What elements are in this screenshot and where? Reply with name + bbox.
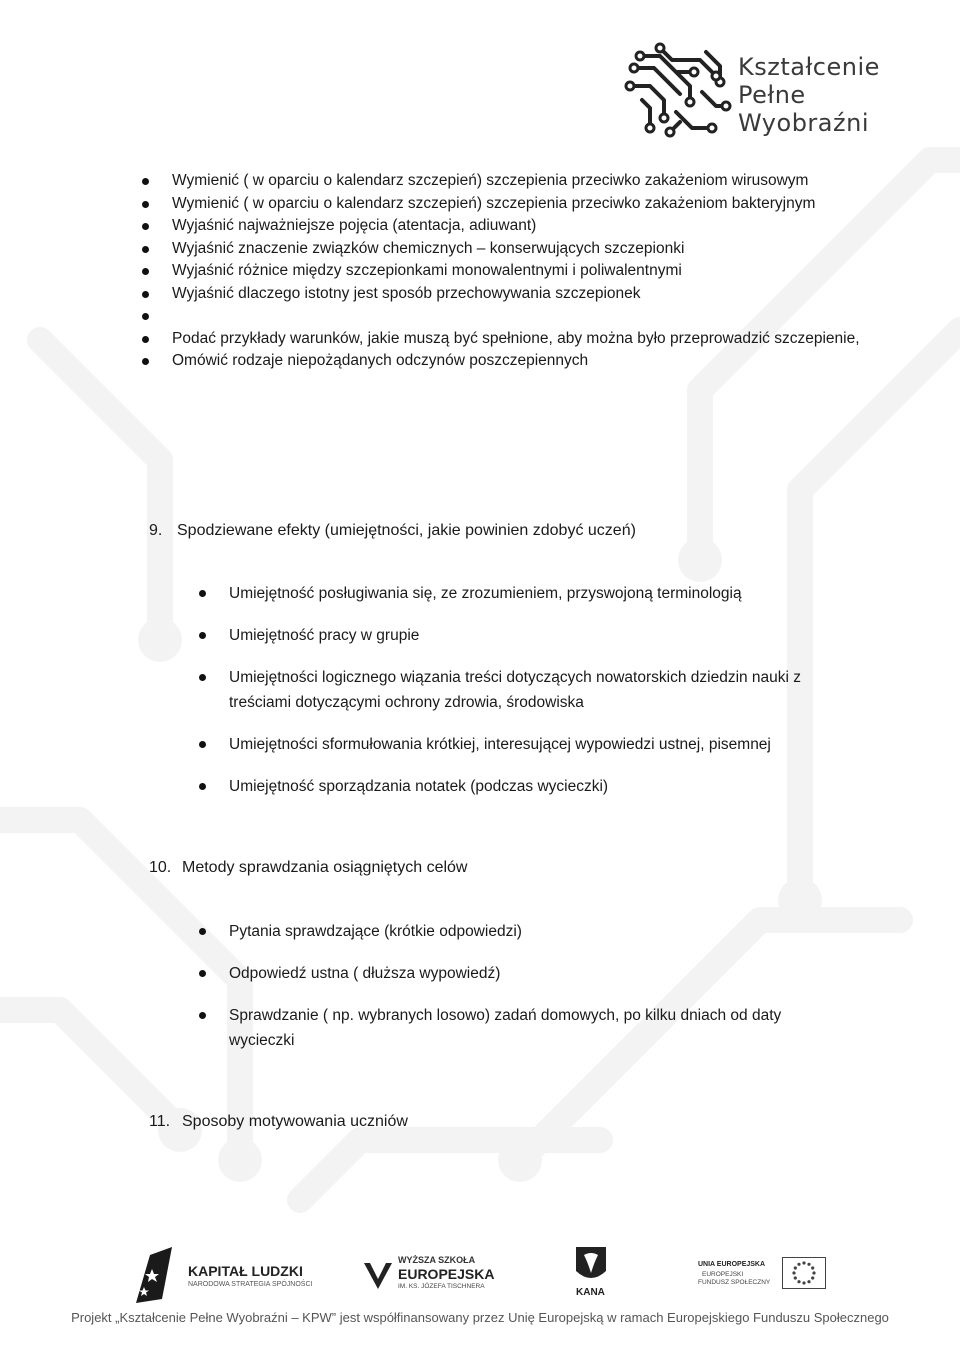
logo-line-1: Kształcenie — [738, 53, 880, 81]
wse-emblem-icon — [362, 1259, 394, 1293]
footer-logos — [120, 1245, 840, 1305]
list-item: Wyjaśnić znaczenie związków chemicznych – konserwujących szczepionki — [172, 238, 872, 261]
eu-line-1: UNIA EUROPEJSKA — [698, 1261, 766, 1268]
section-9-heading — [149, 520, 636, 542]
section-number: 11. — [149, 1113, 171, 1130]
wse-line-3: IM. KS. JÓZEFA TISCHNERA — [398, 1283, 485, 1290]
verification-methods-list — [229, 919, 849, 1070]
list-item: Omówić rodzaje niepożądanych odczynów poszczepiennych — [172, 350, 872, 373]
eu-flag-icon — [782, 1257, 826, 1289]
list-item: Wyjaśnić najważniejsze pojęcia (atentacja, adiuwant) — [172, 215, 872, 238]
list-item: Umiejętności logicznego wiązania treści dotyczących nowatorskich dziedzin nauki z treściami dotyczącymi ochrony zdrowia, środowiska — [229, 665, 849, 715]
kana-logo — [568, 1245, 618, 1305]
kapital-ludzki-logo — [132, 1245, 313, 1305]
list-item: Umiejętność sporządzania notatek (podczas wycieczki) — [229, 774, 849, 799]
list-item: Odpowiedź ustna ( dłuższa wypowiedź) — [229, 961, 849, 986]
wse-logo — [362, 1245, 502, 1305]
section-number: 10. — [149, 859, 172, 876]
footer-funding-note: Projekt „Kształcenie Pełne Wyobraźni – KPW” jest współfinansowany przez Unię Europejską w ramach Europejskiego Funduszu Społecznego — [71, 1310, 889, 1325]
header-logo — [620, 42, 920, 147]
list-item: Wyjaśnić różnice między szczepionkami monowalentnymi i poliwalentnymi — [172, 260, 872, 283]
circuit-logo-icon — [620, 42, 732, 142]
list-item-empty — [172, 305, 872, 328]
list-item: Umiejętność pracy w grupie — [229, 623, 849, 648]
section-10-heading — [149, 857, 467, 879]
section-title: Sposoby motywowania uczniów — [182, 1113, 408, 1130]
list-item: Wymienić ( w oparciu o kalendarz szczepień) szczepienia przeciwko zakażeniom bakteryjnym — [172, 193, 872, 216]
objectives-list — [172, 170, 872, 373]
kapital-subtitle: NARODOWA STRATEGIA SPÓJNOŚCI — [188, 1281, 313, 1288]
section-title: Metody sprawdzania osiągniętych celów — [182, 859, 468, 876]
section-number: 9. — [149, 522, 163, 539]
eu-logo — [698, 1245, 838, 1305]
stars-flag-icon — [132, 1247, 178, 1303]
eu-line-3: FUNDUSZ SPOŁECZNY — [698, 1279, 771, 1286]
wse-line-1: WYŻSZA SZKOŁA — [398, 1255, 476, 1265]
section-11-heading — [149, 1111, 408, 1133]
list-item: Umiejętności sformułowania krótkiej, interesującej wypowiedzi ustnej, pisemnej — [229, 732, 849, 757]
list-item: Wymienić ( w oparciu o kalendarz szczepień) szczepienia przeciwko zakażeniom wirusowym — [172, 170, 872, 193]
wse-line-2: EUROPEJSKA — [398, 1266, 495, 1282]
logo-line-2: Pełne — [738, 81, 806, 109]
list-item: Wyjaśnić dlaczego istotny jest sposób przechowywania szczepionek — [172, 283, 872, 306]
kana-label: KANA — [576, 1287, 605, 1298]
eu-line-2: EUROPEJSKI — [702, 1271, 744, 1278]
list-item: Sprawdzanie ( np. wybranych losowo) zadań domowych, po kilku dniach od daty wycieczki — [229, 1003, 849, 1053]
expected-outcomes-list — [229, 581, 849, 816]
kapital-title: KAPITAŁ LUDZKI — [188, 1263, 303, 1279]
list-item: Podać przykłady warunków, jakie muszą być spełnione, aby można było przeprowadzić szczepienie, — [172, 328, 872, 351]
kana-emblem-icon — [572, 1245, 610, 1285]
section-title: Spodziewane efekty (umiejętności, jakie powinien zdobyć uczeń) — [177, 522, 636, 539]
list-item: Umiejętność posługiwania się, ze zrozumieniem, przyswojoną terminologią — [229, 581, 849, 606]
list-item: Pytania sprawdzające (krótkie odpowiedzi) — [229, 919, 849, 944]
logo-line-3: Wyobraźni — [738, 109, 869, 137]
